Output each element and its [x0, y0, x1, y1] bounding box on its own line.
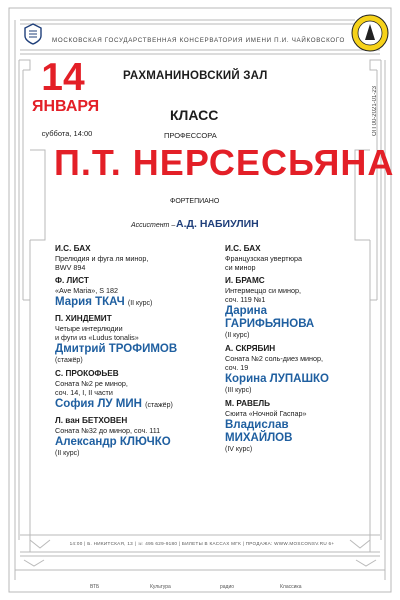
composer: П. ХИНДЕМИТ	[55, 314, 112, 323]
performer-name: Дарина	[225, 305, 268, 317]
composer: Л. ван БЕТХОВЕН	[55, 416, 128, 425]
professor-label: ПРОФЕССОРА	[164, 131, 217, 140]
performer-name: София ЛУ МИН	[55, 398, 142, 410]
performer-course: (II курс)	[127, 300, 153, 307]
work-title: Французская увертюра	[225, 254, 302, 263]
performer	[55, 296, 225, 310]
work-title: «Ave Maria», S 182	[55, 286, 118, 295]
work-title: си минор	[225, 263, 256, 272]
work-title: соч. 19	[225, 363, 249, 372]
performer-course: (стажёр)	[55, 357, 83, 364]
work-title: Четыре интерлюдии	[55, 324, 123, 333]
performer-name: Александр КЛЮЧКО	[55, 436, 171, 448]
performer-surname: МИХАЙЛОВ	[225, 432, 293, 444]
program-left-column	[55, 244, 225, 458]
sponsor-logo: Классика	[280, 584, 302, 590]
work-title: соч. 119 №1	[225, 295, 266, 304]
concert-day: 14	[41, 56, 85, 99]
sponsor-logo: радио	[220, 584, 235, 590]
performer-course: (II курс)	[225, 332, 250, 339]
concert-weekday-time: суббота, 14:00	[41, 129, 93, 138]
hall-name: РАХМАНИНОВСКИЙ ЗАЛ	[123, 70, 268, 82]
composer: И.С. БАХ	[55, 244, 91, 253]
performer-course: (II курс)	[55, 450, 80, 457]
sponsor-logos	[60, 583, 360, 593]
performer-name: Корина ЛУПАШКО	[225, 373, 329, 385]
sponsor-logo: ВТБ	[90, 584, 100, 590]
footer-info: 14:00 | Б. НИКИТСКАЯ, 13 | ☏ 495 629-9180 | БИЛЕТЫ В КАССАХ МГК | ПРОДАЖА: WWW.MOSCONSV.RU 6+	[69, 541, 335, 546]
work-title: BWV 894	[55, 263, 86, 272]
work-title: Сюита «Ночной Гаспар»	[225, 409, 307, 418]
sponsor-logo: Культура	[150, 584, 171, 590]
performer-course: (IV курс)	[225, 446, 253, 453]
assistant-label: Ассистент –	[131, 222, 176, 229]
instrument-label: ФОРТЕПИАНО	[170, 198, 220, 205]
conservatory-name: МОСКОВСКАЯ ГОСУДАРСТВЕННАЯ КОНСЕРВАТОРИЯ ИМЕНИ П.И. ЧАЙКОВСКОГО	[52, 37, 346, 44]
composer: И. БРАМС	[225, 276, 265, 285]
performer	[55, 398, 225, 412]
composer: Ф. ЛИСТ	[55, 276, 89, 285]
composer: И.С. БАХ	[225, 244, 261, 253]
conservatory-emblem-icon	[21, 22, 45, 46]
concert-month: ЯНВАРЯ	[32, 98, 100, 115]
program-right-column	[225, 244, 395, 454]
composer: С. ПРОКОФЬЕВ	[55, 369, 119, 378]
class-label: КЛАСС	[170, 107, 219, 123]
anniversary-seal-icon	[350, 12, 390, 54]
composer: А. СКРЯБИН	[225, 344, 276, 353]
work-title: Прелюдия и фуга ля минор,	[55, 254, 149, 263]
performer-name: Мария ТКАЧ	[55, 296, 125, 308]
performer-course: (стажёр)	[145, 402, 173, 409]
performer-surname: ГАРИФЬЯНОВА	[225, 318, 315, 330]
work-title: Соната №32 до минор, соч. 111	[55, 426, 161, 435]
work-title: Соната №2 соль-диез минор,	[225, 354, 324, 363]
professor-name: П.Т. НЕРСЕСЬЯНА	[54, 142, 395, 183]
document-code: ОП 00-2021-01-23	[372, 86, 378, 137]
work-title: Соната №2 ре минор,	[55, 379, 128, 388]
composer: М. РАВЕЛЬ	[225, 399, 271, 408]
performer-name: Дмитрий ТРОФИМОВ	[55, 343, 178, 355]
performer-name: Владислав	[225, 419, 289, 431]
work-title: и фуги из «Ludus tonalis»	[55, 333, 139, 342]
assistant-name: А.Д. НАБИУЛИН	[176, 218, 259, 230]
work-title: Интермеццо си минор,	[225, 286, 301, 295]
performer-course: (III курс)	[225, 387, 252, 394]
work-title: соч. 14, I, II части	[55, 388, 113, 397]
